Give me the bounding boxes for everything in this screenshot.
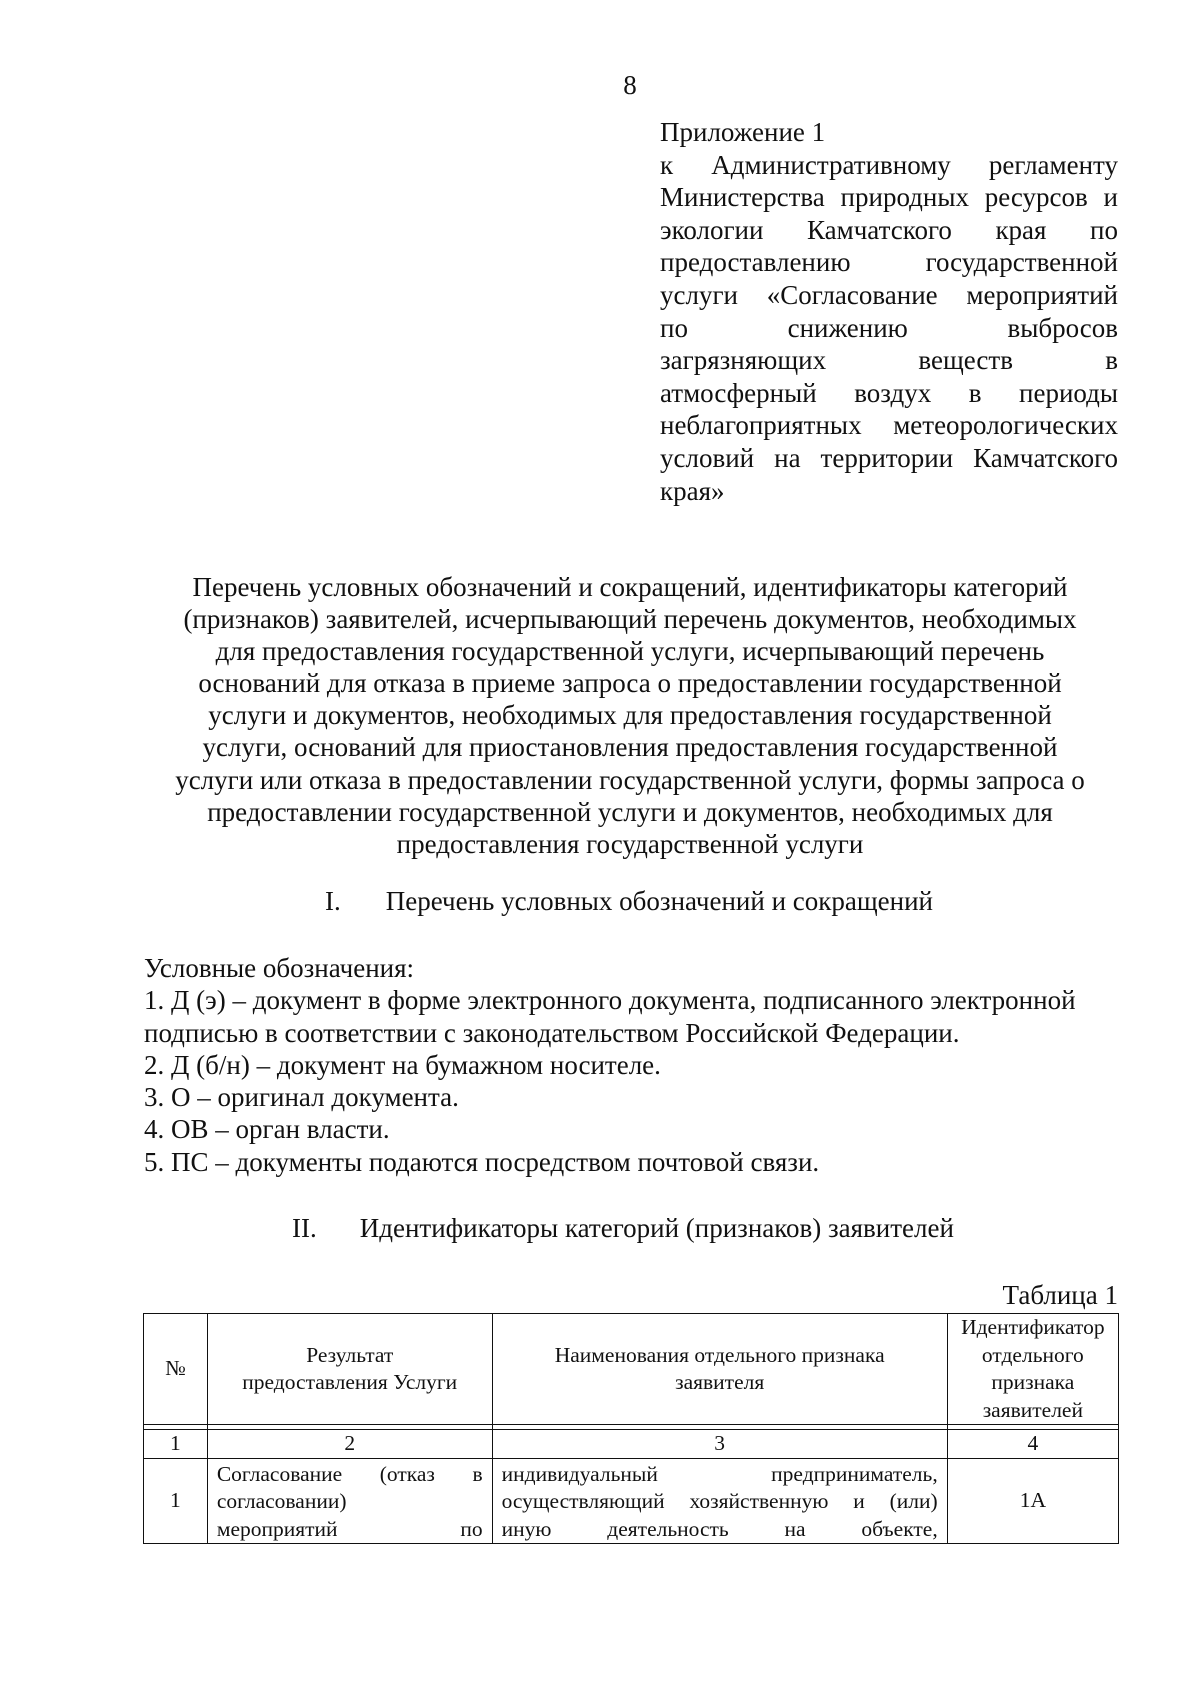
header-line: предоставления Услуги: [242, 1370, 458, 1394]
header-line: Идентификатор: [961, 1315, 1105, 1339]
appendix-line: по снижению выбросов: [660, 312, 1118, 343]
appendix-line: предоставлению государственной: [660, 247, 1118, 278]
legend-item: 5. ПС – документы подаются посредством почтовой связи.: [144, 1146, 820, 1177]
appendix-line: экологии Камчатского края по: [660, 214, 1118, 245]
section-1-number: I.: [325, 886, 341, 916]
appendix-line: неблагоприятных метеорологических: [660, 410, 1118, 441]
appendix-line: условий на территории Камчатского: [660, 442, 1118, 473]
legend-block: [144, 952, 1122, 1178]
table-row: [144, 1458, 1119, 1544]
section-1-title: Перечень условных обозначений и сокращений: [385, 886, 933, 916]
appendix-block: [660, 116, 1118, 507]
header-line: заявителей: [982, 1397, 1083, 1422]
document-title: [130, 571, 1130, 860]
legend-item: 4. ОВ – орган власти.: [144, 1114, 390, 1145]
header-line: отдельного: [981, 1342, 1084, 1367]
header-line: Результат: [306, 1342, 394, 1367]
index-cell: 1: [144, 1430, 208, 1459]
appendix-line: края»: [660, 475, 725, 506]
header-num: №: [144, 1314, 208, 1425]
title-line: предоставления государственной услуги: [396, 828, 864, 859]
table-caption: Таблица 1: [1002, 1280, 1118, 1310]
cell-line: осуществляющий хозяйственную и (или): [501, 1489, 938, 1513]
row-result: [207, 1458, 492, 1544]
title-line: Перечень условных обозначений и сокращений, идентификаторы категорий: [192, 572, 1068, 602]
applicant-categories-table: [143, 1313, 1119, 1544]
table-header-row: [144, 1314, 1119, 1425]
section-2-heading: [292, 1211, 954, 1245]
title-line: оснований для отказа в приеме запроса о предоставлении государственной: [198, 668, 1062, 699]
header-line: Наименования отдельного признака: [554, 1342, 885, 1367]
header-line: признака: [991, 1370, 1075, 1394]
title-line: (признаков) заявителей, исчерпывающий перечень документов, необходимых: [183, 604, 1077, 635]
cell-line: Согласование (отказ в: [216, 1461, 483, 1486]
page-number: 8: [623, 70, 637, 100]
header-id: [947, 1314, 1118, 1425]
cell-line: индивидуальный предприниматель,: [501, 1461, 938, 1486]
header-result: [207, 1314, 492, 1425]
title-line: предоставлении государственной услуги и документов, необходимых для: [207, 796, 1053, 827]
appendix-line: услуги «Согласование мероприятий: [660, 279, 1118, 310]
title-line: услуги или отказа в предоставлении государственной услуги, формы запроса о: [175, 764, 1085, 795]
section-2-number: II.: [292, 1213, 317, 1243]
appendix-line: атмосферный воздух в периоды: [660, 377, 1118, 408]
index-cell: 2: [207, 1430, 492, 1459]
title-line: услуги и документов, необходимых для предоставления государственной: [208, 700, 1052, 731]
legend-item: подписью в соответствии с законодательством Российской Федерации.: [144, 1017, 960, 1048]
title-line: услуги, оснований для приостановления предоставления государственной: [202, 732, 1058, 763]
legend-item: 3. О – оригинал документа.: [144, 1082, 459, 1113]
row-name: [492, 1458, 947, 1544]
row-id: 1А: [947, 1458, 1118, 1544]
cell-line: согласовании): [216, 1489, 347, 1513]
legend-item: 2. Д (б/н) – документ на бумажном носителе.: [144, 1049, 661, 1080]
cell-line: иную деятельность на объекте,: [501, 1516, 938, 1541]
header-name: [492, 1314, 947, 1425]
table-index-row: [144, 1430, 1119, 1459]
appendix-line: Приложение 1: [660, 117, 826, 147]
legend-item: 1. Д (э) – документ в форме электронного документа, подписанного электронной: [144, 985, 1076, 1016]
appendix-line: к Административному регламенту: [660, 149, 1118, 180]
header-line: заявителя: [675, 1370, 765, 1394]
appendix-line: загрязняющих веществ в: [660, 345, 1118, 376]
section-1-heading: [325, 884, 933, 918]
title-line: для предоставления государственной услуги, исчерпывающий перечень: [215, 636, 1045, 667]
section-2-title: Идентификаторы категорий (признаков) заявителей: [359, 1213, 954, 1243]
index-cell: 4: [947, 1430, 1118, 1459]
cell-line: мероприятий по: [216, 1516, 483, 1541]
appendix-line: Министерства природных ресурсов и: [660, 182, 1118, 213]
row-num: 1: [144, 1458, 208, 1544]
index-cell: 3: [492, 1430, 947, 1459]
legend-heading: Условные обозначения:: [144, 953, 415, 983]
